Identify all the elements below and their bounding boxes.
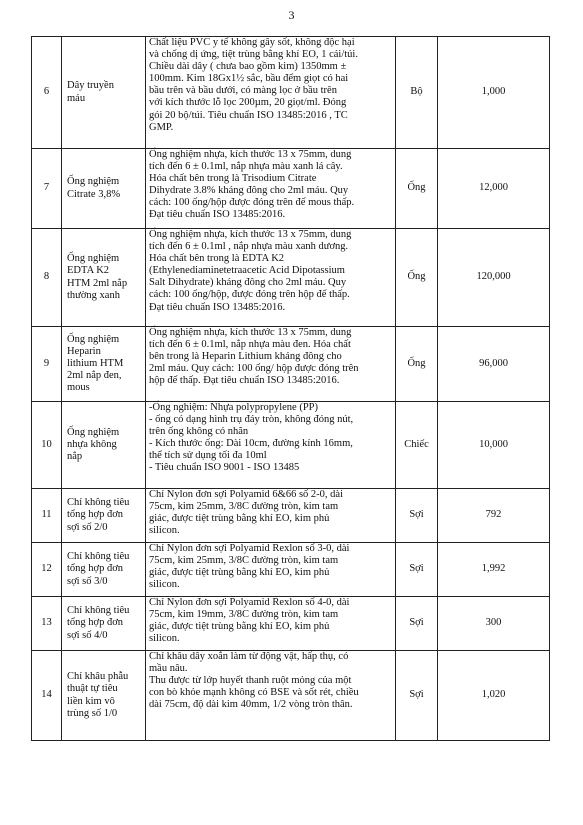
product-name-line: Chỉ không tiêu xyxy=(67,551,130,563)
description-line: Chiều dài dây ( chưa bao gồm kim) 1350mm ± xyxy=(149,61,347,73)
description-line: con bò khỏe mạnh không có BSE và sốt rét, chiều xyxy=(149,687,359,699)
description-line: (Ethylenediaminetetraacetic Acid Dipotassium xyxy=(149,265,345,277)
product-name xyxy=(62,543,146,597)
product-name-line: sợi số 4/0 xyxy=(67,629,108,641)
table-row xyxy=(32,651,550,741)
product-name-line: mous xyxy=(67,382,90,394)
quantity-cell: 120,000 xyxy=(438,229,550,327)
row-number: 6 xyxy=(32,37,62,149)
description-line: Dihydrate 3.8% kháng đông cho 2ml máu. Quy xyxy=(149,185,349,197)
product-name-line: nắp xyxy=(67,451,83,463)
description-line: tích đến 6 ± 0.1ml, nắp nhựa màu đen. Hóa chất xyxy=(149,339,351,351)
product-name xyxy=(62,327,146,402)
description-line: Đạt tiêu chuẩn ISO 13485:2016. xyxy=(149,209,286,221)
description-line: 75cm, kim 19mm, 3/8C đường tròn, kim tam xyxy=(149,609,339,621)
description-line: silicon. xyxy=(149,525,180,537)
quantity-cell: 12,000 xyxy=(438,149,550,229)
product-name-line: 2ml nắp đen, xyxy=(67,370,122,382)
product-name-line: Chỉ khâu phẫu xyxy=(67,671,129,683)
product-name-line: Dây truyền xyxy=(67,80,114,92)
description-line: tích đến 6 ± 0.1ml , nắp nhựa màu xanh dương. xyxy=(149,241,349,253)
description-line: Chỉ Nylon đơn sợi Polyamid 6&66 số 2-0, dài xyxy=(149,489,343,500)
description-line: - Kích thước ống: Dài 10cm, đường kính 16mm, xyxy=(149,438,353,450)
table-row xyxy=(32,327,550,402)
product-name-line: Chỉ không tiêu xyxy=(67,497,130,509)
product-name-line: thuật tự tiêu xyxy=(67,683,118,695)
table-row xyxy=(32,37,550,149)
description-line: 2ml máu. Quy cách: 100 ống/ hộp được đóng trên xyxy=(149,363,359,375)
quantity-cell: 792 xyxy=(438,489,550,543)
description-line: hộp đế thấp. Đạt tiêu chuẩn ISO 13485:2016. xyxy=(149,375,340,387)
description-line: Hóa chất bên trong là Trisodium Citrate xyxy=(149,173,317,185)
description-line: với kích thước lỗ lọc 200µm, 20 giọt/ml. Đóng xyxy=(149,97,347,109)
product-name-line: Heparin xyxy=(67,345,101,357)
description-line: 100mm. Kim 18Gx1½ sắc, bầu đếm giọt có hai xyxy=(149,73,349,85)
product-name-line: liền kim vô xyxy=(67,695,115,707)
description-line: giác, được tiệt trùng bằng khí EO, kim phủ xyxy=(149,513,330,525)
row-number: 10 xyxy=(32,402,62,489)
product-name xyxy=(62,651,146,741)
description-line: và chống dị ứng, tiệt trùng bằng khí EO, 1 cái/túi. xyxy=(149,49,358,61)
quantity-cell: 96,000 xyxy=(438,327,550,402)
unit-cell: Sợi xyxy=(396,543,438,597)
quantity-cell: 300 xyxy=(438,597,550,651)
product-description xyxy=(146,489,396,543)
product-description xyxy=(146,651,396,741)
product-name xyxy=(62,37,146,149)
page-number: 3 xyxy=(288,8,295,22)
product-name-line: Chỉ không tiêu xyxy=(67,605,130,617)
product-name-line: Ống nghiệm xyxy=(67,426,120,438)
product-description xyxy=(146,543,396,597)
product-name xyxy=(62,489,146,543)
table-row xyxy=(32,597,550,651)
product-name-line: Ống nghiệm xyxy=(67,333,120,345)
product-name xyxy=(62,402,146,489)
description-line: cách: 100 ống/hộp được đóng trên đế mous thấp. xyxy=(149,197,355,209)
description-line: tích đến 6 ± 0.1ml, nắp nhựa màu xanh lá cây. xyxy=(149,161,343,173)
description-line: Đạt tiêu chuẩn ISO 13485:2016. xyxy=(149,301,286,313)
description-line: bên trong là Heparin Lithium kháng đông cho xyxy=(149,351,342,363)
product-name-line: EDTA K2 xyxy=(67,265,110,277)
unit-cell: Sợi xyxy=(396,489,438,543)
description-line: silicon. xyxy=(149,633,180,645)
description-line: - ống có dạng hình trụ đáy tròn, không đóng nút, xyxy=(149,414,354,426)
product-name-line: trùng số 1/0 xyxy=(67,707,118,719)
product-table xyxy=(31,36,550,741)
product-name-line: Citrate 3,8% xyxy=(67,188,121,200)
row-number: 13 xyxy=(32,597,62,651)
row-number: 12 xyxy=(32,543,62,597)
description-line: Hóa chất bên trong là EDTA K2 xyxy=(149,253,285,265)
description-line: Ống nghiệm nhựa, kích thước 13 x 75mm, dung xyxy=(149,149,352,160)
product-name-line: Ống nghiệm xyxy=(67,253,120,265)
product-description xyxy=(146,402,396,489)
description-line: - Tiêu chuẩn ISO 9001 - ISO 13485 xyxy=(149,462,300,474)
description-line: Chỉ khâu dây xoắn làm từ động vật, hấp thụ, có xyxy=(149,651,349,662)
row-number: 14 xyxy=(32,651,62,741)
product-description xyxy=(146,597,396,651)
row-number: 8 xyxy=(32,229,62,327)
table-row xyxy=(32,402,550,489)
description-line: 75cm, kim 25mm, 3/8C đường tròn, kim tam xyxy=(149,555,339,567)
row-number: 11 xyxy=(32,489,62,543)
description-line: trên ống không có nhãn xyxy=(149,426,249,438)
quantity-cell: 1,020 xyxy=(438,651,550,741)
product-description xyxy=(146,37,396,149)
unit-cell: Ống xyxy=(396,327,438,402)
description-line: cách: 100 ống/hộp, được đóng trên hộp đế thấp. xyxy=(149,289,350,301)
unit-cell: Bộ xyxy=(396,37,438,149)
product-name-line: HTM 2ml nắp xyxy=(67,277,128,289)
description-line: dài 75cm, độ dài kim 40mm, 1/2 vòng tròn thân. xyxy=(149,699,353,711)
product-name xyxy=(62,597,146,651)
product-description xyxy=(146,327,396,402)
quantity-cell: 1,992 xyxy=(438,543,550,597)
unit-cell: Chiếc xyxy=(396,402,438,489)
description-line: Salt Dihydrate) kháng đông cho 2ml máu. Quy xyxy=(149,277,347,289)
table-row xyxy=(32,229,550,327)
description-line: mầu nâu. xyxy=(149,663,188,675)
product-name xyxy=(62,149,146,229)
unit-cell: Ống xyxy=(396,229,438,327)
product-name-line: Ống nghiệm xyxy=(67,176,120,188)
table-row xyxy=(32,543,550,597)
product-name-line: nhựa không xyxy=(67,438,117,450)
product-description xyxy=(146,149,396,229)
description-line: GMP. xyxy=(149,121,174,133)
description-line: Chỉ Nylon đơn sợi Polyamid Rexlon số 3-0, dài xyxy=(149,543,350,554)
product-name-line: tổng hợp đơn xyxy=(67,563,124,575)
row-number: 7 xyxy=(32,149,62,229)
product-name-line: tổng hợp đơn xyxy=(67,509,124,521)
quantity-cell: 10,000 xyxy=(438,402,550,489)
description-line: 75cm, kim 25mm, 3/8C đường tròn, kim tam xyxy=(149,501,339,513)
description-line: Ống nghiệm nhựa, kích thước 13 x 75mm, dung xyxy=(149,327,352,338)
description-line: bầu trên và bầu dưới, có màng lọc ở bầu trên xyxy=(149,85,337,97)
table-row xyxy=(32,149,550,229)
product-name xyxy=(62,229,146,327)
quantity-cell: 1,000 xyxy=(438,37,550,149)
description-line: gói 20 bộ/túi. Tiêu chuẩn ISO 13485:2016 , TC xyxy=(149,109,348,121)
product-name-line: lithium HTM xyxy=(67,357,124,369)
description-line: Ống nghiệm nhựa, kích thước 13 x 75mm, dung xyxy=(149,229,352,240)
product-name-line: sợi số 3/0 xyxy=(67,575,108,587)
product-name-line: máu xyxy=(67,92,86,104)
unit-cell: Sợi xyxy=(396,597,438,651)
description-line: giác, được tiệt trùng bằng khí EO, kim phủ xyxy=(149,567,330,579)
product-name-line: sợi số 2/0 xyxy=(67,521,108,533)
product-description xyxy=(146,229,396,327)
row-number: 9 xyxy=(32,327,62,402)
description-line: silicon. xyxy=(149,579,180,591)
product-name-line: thường xanh xyxy=(67,289,120,301)
description-line: Chất liệu PVC y tế không gây sốt, không độc hại xyxy=(149,37,355,48)
description-line: thể tích sử dụng tối đa 10ml xyxy=(149,450,267,462)
unit-cell: Sợi xyxy=(396,651,438,741)
description-line: -Ống nghiệm: Nhựa polypropylene (PP) xyxy=(149,402,318,413)
description-line: Chỉ Nylon đơn sợi Polyamid Rexlon số 4-0, dài xyxy=(149,597,350,608)
description-line: Thu được từ lớp huyết thanh ruột mỏng của một xyxy=(149,675,352,687)
table-row xyxy=(32,489,550,543)
unit-cell: Ống xyxy=(396,149,438,229)
description-line: giác, được tiệt trùng bằng khí EO, kim phủ xyxy=(149,621,330,633)
product-name-line: tổng hợp đơn xyxy=(67,617,124,629)
